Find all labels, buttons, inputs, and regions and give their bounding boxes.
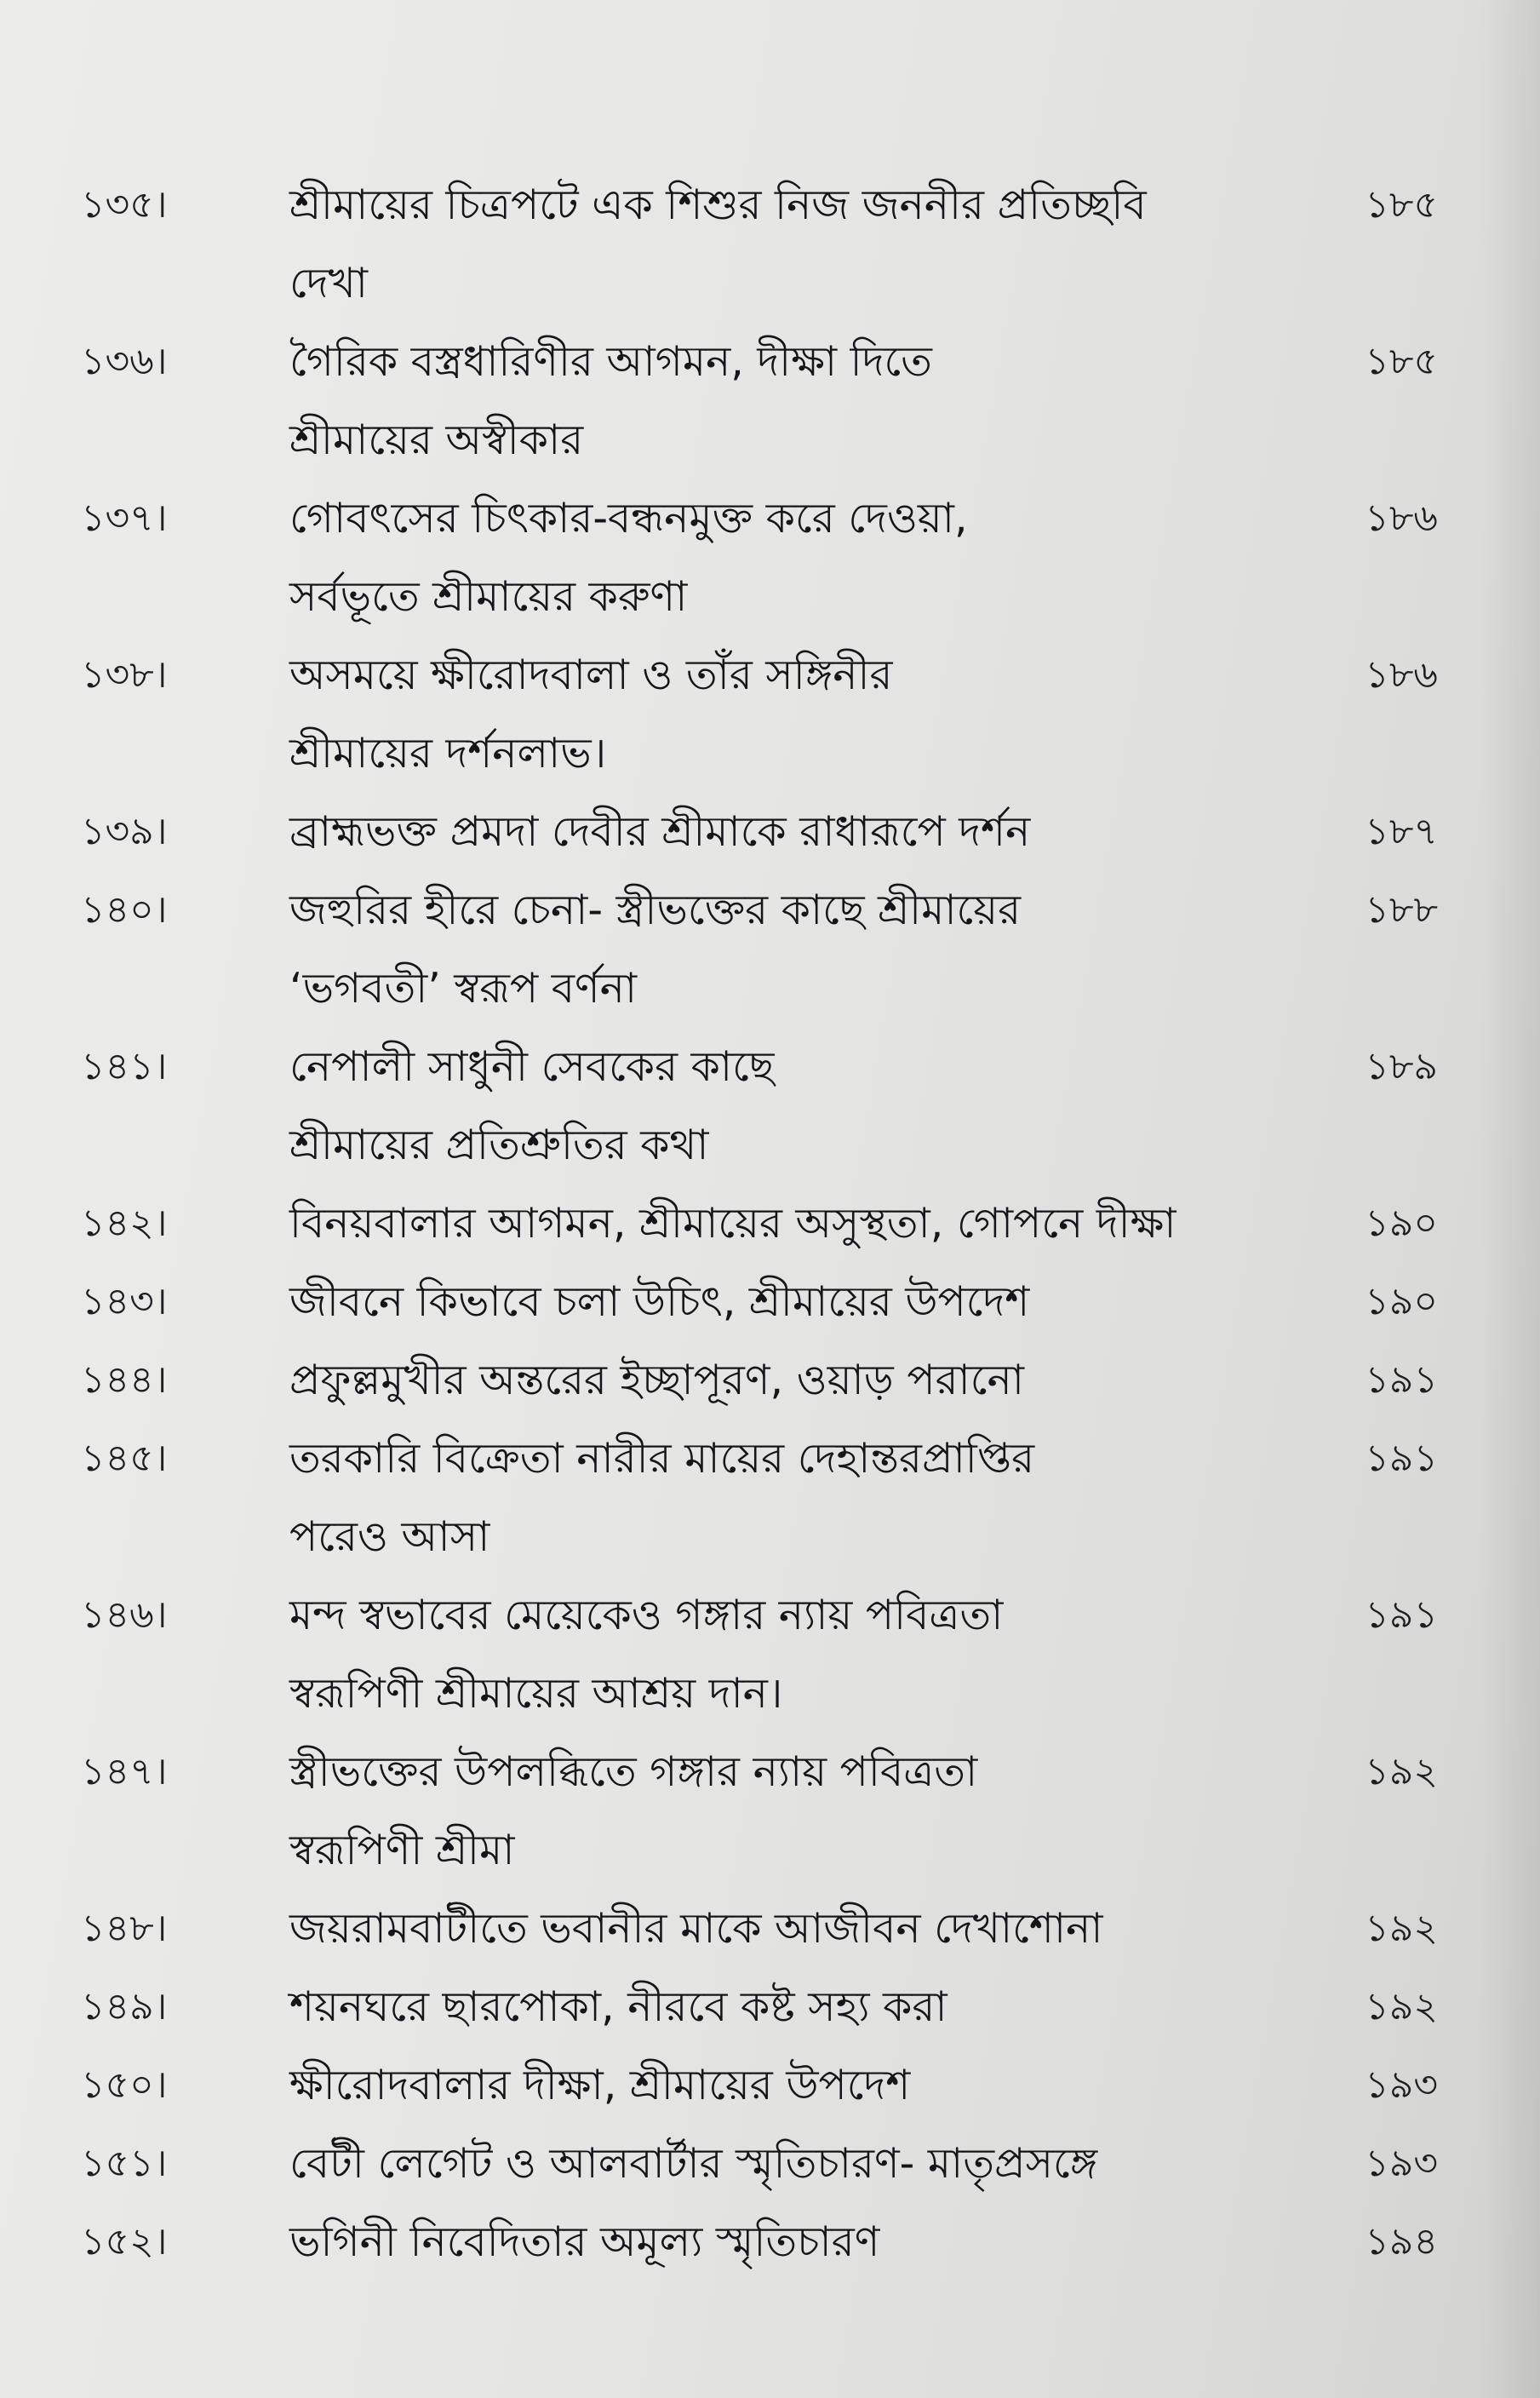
toc-entry	[0, 479, 1540, 636]
entry-page-number: ১৮৬	[1365, 653, 1438, 697]
entry-number: ১৪০।	[81, 888, 168, 932]
entry-number: ১৩৫।	[81, 183, 168, 227]
toc-entry	[0, 1733, 1540, 1890]
entry-number: ১৪৩।	[81, 1280, 168, 1323]
entry-number: ১৪২।	[81, 1202, 168, 1245]
entry-title	[255, 871, 1311, 1028]
entry-title	[255, 1028, 1311, 1185]
toc-entry	[0, 2046, 1540, 2125]
entry-number: ১৩৯।	[81, 810, 168, 853]
entry-title-line: জয়রামবাটীতে ভবানীর মাকে আজীবন দেখাশোনা	[289, 1904, 1103, 1953]
entry-page-number: ১৮৭	[1365, 810, 1438, 853]
entry-title-line: প্রফুল্লমুখীর অন্তরের ইচ্ছাপূরণ, ওয়াড় পরানো	[289, 1356, 1024, 1404]
entry-title	[255, 1263, 1311, 1341]
entry-number: ১৫০।	[81, 2063, 168, 2107]
entry-title-line: শয়নঘরে ছারপোকা, নীরবে কষ্ট সহ্য করা	[289, 1982, 947, 2031]
entry-title-line: জীবনে কিভাবে চলা উচিৎ, শ্রীমায়ের উপদেশ	[289, 1277, 1030, 1326]
entry-title-line: মন্দ স্বভাবের মেয়েকেও গঙ্গার ন্যায় পবিত্রতা	[289, 1591, 1004, 1639]
entry-page-number: ১৯১	[1365, 1593, 1438, 1637]
entry-number: ১৪৫।	[81, 1437, 168, 1480]
toc-entry	[0, 871, 1540, 1028]
entry-title	[255, 1733, 1311, 1890]
toc-entry	[0, 793, 1540, 871]
entry-title-line: বেটী লেগেট ও আলবার্টার স্মৃতিচারণ- মাতৃপ্রসঙ্গে	[289, 2139, 1098, 2188]
toc-entry	[0, 1028, 1540, 1185]
entry-page-number: ১৯১	[1365, 1358, 1438, 1402]
entry-number: ১৪১।	[81, 1045, 168, 1088]
entry-page-number: ১৯০	[1365, 1280, 1438, 1323]
toc-entry	[0, 1263, 1540, 1341]
entry-title-line: পরেও আসা	[289, 1512, 490, 1561]
entry-title-line: ক্ষীরোদবালার দীক্ষা, শ্রীমায়ের উপদেশ	[289, 2061, 911, 2109]
entry-number: ১৪৭।	[81, 1750, 168, 1793]
entry-title	[255, 793, 1311, 871]
toc-entry	[0, 1968, 1540, 2046]
entry-page-number: ১৯১	[1365, 1437, 1438, 1480]
entry-title	[255, 479, 1311, 636]
entry-number: ১৩৮।	[81, 653, 168, 697]
toc-entry	[0, 166, 1540, 323]
entry-title-line: অসময়ে ক্ষীরোদবালা ও তাঁর সঙ্গিনীর	[289, 651, 893, 699]
entry-title-line: শ্রীমায়ের চিত্রপটে এক শিশুর নিজ জননীর প্রতিচ্ছবি	[289, 181, 1147, 229]
entry-title	[255, 1420, 1311, 1576]
entry-title-line: স্ত্রীভক্তের উপলব্ধিতে গঙ্গার ন্যায় পবিত্রতা	[289, 1747, 978, 1796]
entry-title	[255, 2203, 1311, 2281]
toc-entry	[0, 1420, 1540, 1576]
entry-title	[255, 1890, 1311, 1968]
toc-entry	[0, 1890, 1540, 1968]
entry-title-line: স্বরূপিণী শ্রীমা	[289, 1826, 515, 1874]
entry-number: ১৩৭।	[81, 496, 168, 540]
entry-page-number: ১৮৬	[1365, 496, 1438, 540]
entry-number: ১৪৪।	[81, 1358, 168, 1402]
toc-entry	[0, 2125, 1540, 2203]
entry-title-line: শ্রীমায়ের দর্শনলাভ।	[289, 729, 607, 777]
entry-title-line: জহুরির হীরে চেনা- স্ত্রীভক্তের কাছে শ্রীমায়ের	[289, 886, 1022, 934]
entry-page-number: ১৯২	[1365, 1985, 1438, 2028]
entry-title-line: বিনয়বালার আগমন, শ্রীমায়ের অসুস্থতা, গোপনে দীক্ষা	[289, 1199, 1176, 1248]
entry-title-line: স্বরূপিণী শ্রীমায়ের আশ্রয় দান।	[289, 1669, 783, 1718]
entry-title	[255, 166, 1311, 323]
entry-title-line: গৈরিক বস্ত্রধারিণীর আগমন, দীক্ষা দিতে	[289, 337, 932, 386]
toc-entry	[0, 1341, 1540, 1420]
entry-number: ১৪৮।	[81, 1907, 168, 1950]
toc-entry	[0, 1576, 1540, 1733]
entry-number: ১৫২।	[81, 2220, 168, 2263]
entry-title	[255, 2046, 1311, 2125]
entry-title-line: ভগিনী নিবেদিতার অমূল্য স্মৃতিচারণ	[289, 2217, 880, 2266]
entry-title	[255, 2125, 1311, 2203]
entry-number: ১৪৬।	[81, 1593, 168, 1637]
entry-page-number: ১৮৫	[1365, 183, 1438, 227]
entry-title	[255, 636, 1311, 793]
entry-number: ১৫১।	[81, 2142, 168, 2185]
entry-title-line: ‘ভগবতী’ স্বরূপ বর্ণনা	[289, 964, 638, 1013]
entry-number: ১৪৯।	[81, 1985, 168, 2028]
table-of-contents	[0, 166, 1540, 2281]
entry-page-number: ১৯২	[1365, 1750, 1438, 1793]
entry-title-line: সর্বভূতে শ্রীমায়ের করুণা	[289, 572, 688, 621]
entry-title	[255, 1968, 1311, 2046]
entry-title-line: তরকারি বিক্রেতা নারীর মায়ের দেহান্তরপ্রাপ্তির	[289, 1434, 1035, 1483]
entry-number: ১৩৬।	[81, 340, 168, 383]
entry-title-line: ব্রাহ্মভক্ত প্রমদা দেবীর শ্রীমাকে রাধারূপে দর্শন	[289, 807, 1031, 856]
entry-title	[255, 1576, 1311, 1733]
entry-page-number: ১৮৯	[1365, 1045, 1438, 1088]
entry-title-line: শ্রীমায়ের অস্বীকার	[289, 416, 584, 464]
toc-entry	[0, 323, 1540, 479]
entry-page-number: ১৯৪	[1365, 2220, 1438, 2263]
entry-page-number: ১৯৩	[1365, 2142, 1438, 2185]
entry-page-number: ১৯০	[1365, 1202, 1438, 1245]
entry-page-number: ১৯২	[1365, 1907, 1438, 1950]
entry-page-number: ১৮৮	[1365, 888, 1438, 932]
entry-title-line: দেখা	[289, 259, 369, 307]
entry-title-line: নেপালী সাধুনী সেবকের কাছে	[289, 1042, 775, 1091]
entry-title	[255, 1185, 1311, 1263]
toc-entry	[0, 636, 1540, 793]
entry-page-number: ১৮৫	[1365, 340, 1438, 383]
entry-title-line: গোবৎসের চিৎকার-বন্ধনমুক্ত করে দেওয়া,	[289, 494, 968, 542]
toc-entry	[0, 2203, 1540, 2281]
entry-title	[255, 1341, 1311, 1420]
entry-title-line: শ্রীমায়ের প্রতিশ্রুতির কথা	[289, 1121, 709, 1169]
entry-page-number: ১৯৩	[1365, 2063, 1438, 2107]
entry-title	[255, 323, 1311, 479]
toc-entry	[0, 1185, 1540, 1263]
